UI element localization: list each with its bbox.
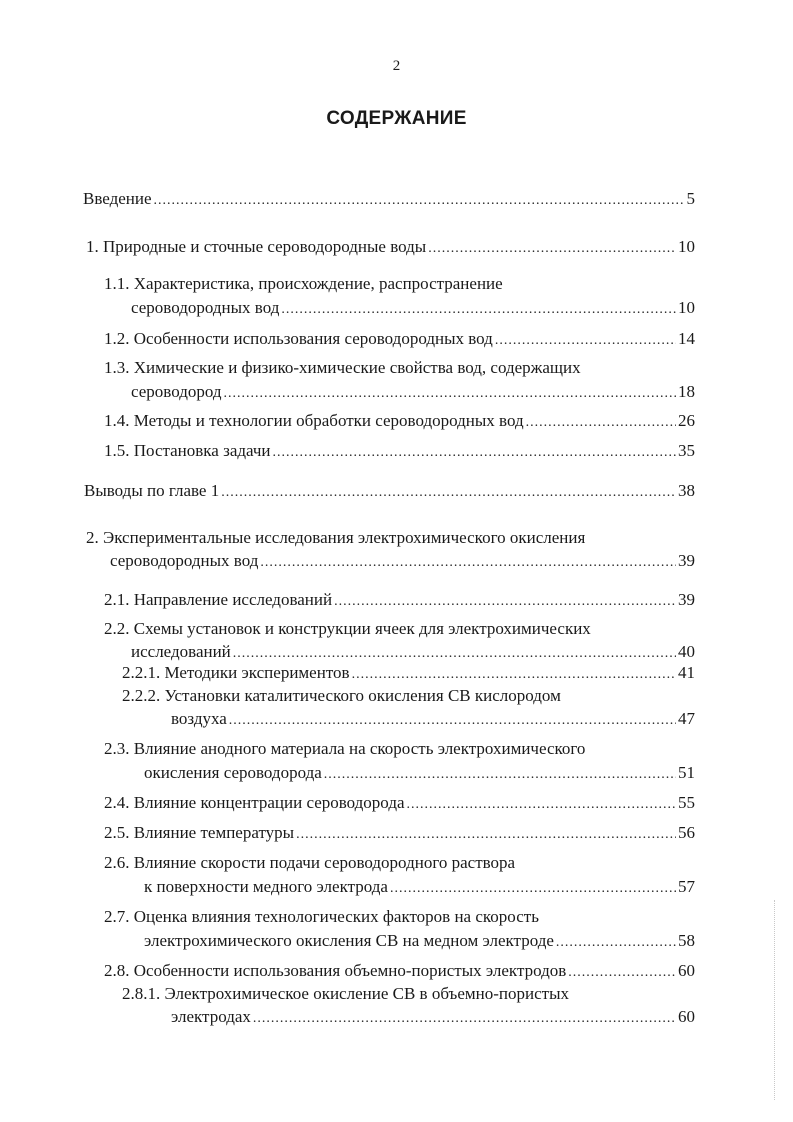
toc-entry-text-continued: сероводородных вод xyxy=(131,298,280,317)
dot-leader xyxy=(556,930,676,954)
toc-entry-2-5 xyxy=(104,822,695,846)
toc-entry-2-2-2 xyxy=(171,708,695,732)
toc-entry-1-5 xyxy=(104,440,695,464)
toc-entry-text: 1.2. Особенности использования сероводородных вод xyxy=(104,329,493,348)
dot-leader xyxy=(352,662,676,686)
toc-entry-1-3 xyxy=(131,381,695,405)
dot-leader xyxy=(428,236,676,260)
toc-page-number: 41 xyxy=(678,663,695,682)
toc-entry-1-2 xyxy=(104,328,695,352)
toc-entry-1-1 xyxy=(131,297,695,321)
dot-leader xyxy=(568,960,676,984)
dot-leader xyxy=(495,328,676,352)
toc-entry-text: 2.1. Направление исследований xyxy=(104,590,333,609)
toc-page-number: 26 xyxy=(678,411,695,430)
toc-entry-text-continued: воздуха xyxy=(171,709,227,728)
toc-entry-2-7 xyxy=(144,930,695,954)
toc-entry-2-3 xyxy=(144,762,695,786)
toc-page-number: 10 xyxy=(678,298,695,317)
toc-entry-2-8-1 xyxy=(171,1006,695,1030)
toc-entry-text: 2.4. Влияние концентрации сероводорода xyxy=(104,793,405,812)
toc-entry-text-continued: исследований xyxy=(131,642,231,661)
dot-leader xyxy=(324,762,676,786)
dot-leader xyxy=(260,550,676,574)
toc-entry-text: 2.8.1. Электрохимическое окисление СВ в объемно-пористых xyxy=(122,984,569,1003)
toc-page-number: 18 xyxy=(678,382,695,401)
toc-entry-2-6 xyxy=(144,876,695,900)
dot-leader xyxy=(296,822,676,846)
toc-entry-2-4 xyxy=(104,792,695,816)
toc-entry-text: 2.6. Влияние скорости подачи сероводородного раствора xyxy=(104,853,516,872)
toc-entry-intro xyxy=(83,188,695,212)
toc-page-number: 60 xyxy=(678,961,695,980)
toc-entry-text-continued: электродах xyxy=(171,1007,251,1026)
dot-leader xyxy=(390,876,676,900)
toc-entry-text-continued: электрохимического окисления СВ на медном электроде xyxy=(144,931,554,950)
toc-entry-chapter-2 xyxy=(110,550,695,574)
toc-page-number: 51 xyxy=(678,763,695,782)
toc-page-number: 57 xyxy=(678,877,695,896)
toc-entry-text-continued: окисления сероводорода xyxy=(144,763,322,782)
toc-entry-text: 1.1. Характеристика, происхождение, распространение xyxy=(104,274,503,293)
toc-page-number: 5 xyxy=(686,189,695,208)
toc-entry-text: 1.4. Методы и технологии обработки сероводородных вод xyxy=(104,411,524,430)
toc-entry-text: 2. Экспериментальные исследования электрохимического окисления xyxy=(86,528,586,547)
toc-entry-text: 2.2.1. Методики экспериментов xyxy=(122,663,350,682)
toc-entry-text: 2.8. Особенности использования объемно-пористых электродов xyxy=(104,961,567,980)
dot-leader xyxy=(281,297,676,321)
dot-leader xyxy=(154,188,685,212)
dot-leader xyxy=(526,410,676,434)
toc-entry-1-4 xyxy=(104,410,695,434)
dot-leader xyxy=(253,1006,676,1030)
toc-entry-text: 1. Природные и сточные сероводородные воды xyxy=(86,237,427,256)
toc-entry-text: 2.2. Схемы установок и конструкции ячеек для электрохимических xyxy=(104,619,591,638)
dot-leader xyxy=(221,480,676,504)
toc-entry-text: 1.3. Химические и физико-химические свойства вод, содержащих xyxy=(104,358,581,377)
toc-page-number: 10 xyxy=(678,237,695,256)
toc-entry-chapter-1 xyxy=(86,236,695,260)
toc-entry-conclusions-1 xyxy=(84,480,695,504)
toc-page-number: 40 xyxy=(678,642,695,661)
toc-entry-text: 1.5. Постановка задачи xyxy=(104,441,271,460)
toc-page-number: 38 xyxy=(678,481,695,500)
toc-entry-text: 2.7. Оценка влияния технологических факторов на скорость xyxy=(104,907,539,926)
toc-title: СОДЕРЖАНИЕ xyxy=(326,108,467,129)
toc-page-number: 35 xyxy=(678,441,695,460)
toc-page-number: 56 xyxy=(678,823,695,842)
dot-leader xyxy=(407,792,676,816)
toc-entry-2-1 xyxy=(104,589,695,613)
toc-entry-text: 2.3. Влияние анодного материала на скорость электрохимического xyxy=(104,739,586,758)
toc-entry-2-2-1 xyxy=(122,662,695,686)
scan-edge-artifact xyxy=(772,900,775,1100)
dot-leader xyxy=(224,381,676,405)
toc-entry-text: Выводы по главе 1 xyxy=(84,481,220,500)
toc-entry-text-continued: сероводородных вод xyxy=(110,551,259,570)
dot-leader xyxy=(273,440,676,464)
toc-entry-text: 2.5. Влияние температуры xyxy=(104,823,295,842)
dot-leader xyxy=(229,708,676,732)
dot-leader xyxy=(334,589,676,613)
toc-entry-text: Введение xyxy=(83,189,152,208)
toc-entry-text: 2.2.2. Установки каталитического окисления СВ кислородом xyxy=(122,686,561,705)
toc-page-number: 14 xyxy=(678,329,695,348)
toc-entry-text-continued: сероводород xyxy=(131,382,222,401)
toc-entry-2-8 xyxy=(104,960,695,984)
toc-page-number: 60 xyxy=(678,1007,695,1026)
toc-entry-text-continued: к поверхности медного электрода xyxy=(144,877,388,896)
page-number: 2 xyxy=(392,58,401,74)
toc-page-number: 58 xyxy=(678,931,695,950)
toc-page-number: 39 xyxy=(678,551,695,570)
toc-page-number: 39 xyxy=(678,590,695,609)
toc-page-number: 47 xyxy=(678,709,695,728)
toc-page-number: 55 xyxy=(678,793,695,812)
